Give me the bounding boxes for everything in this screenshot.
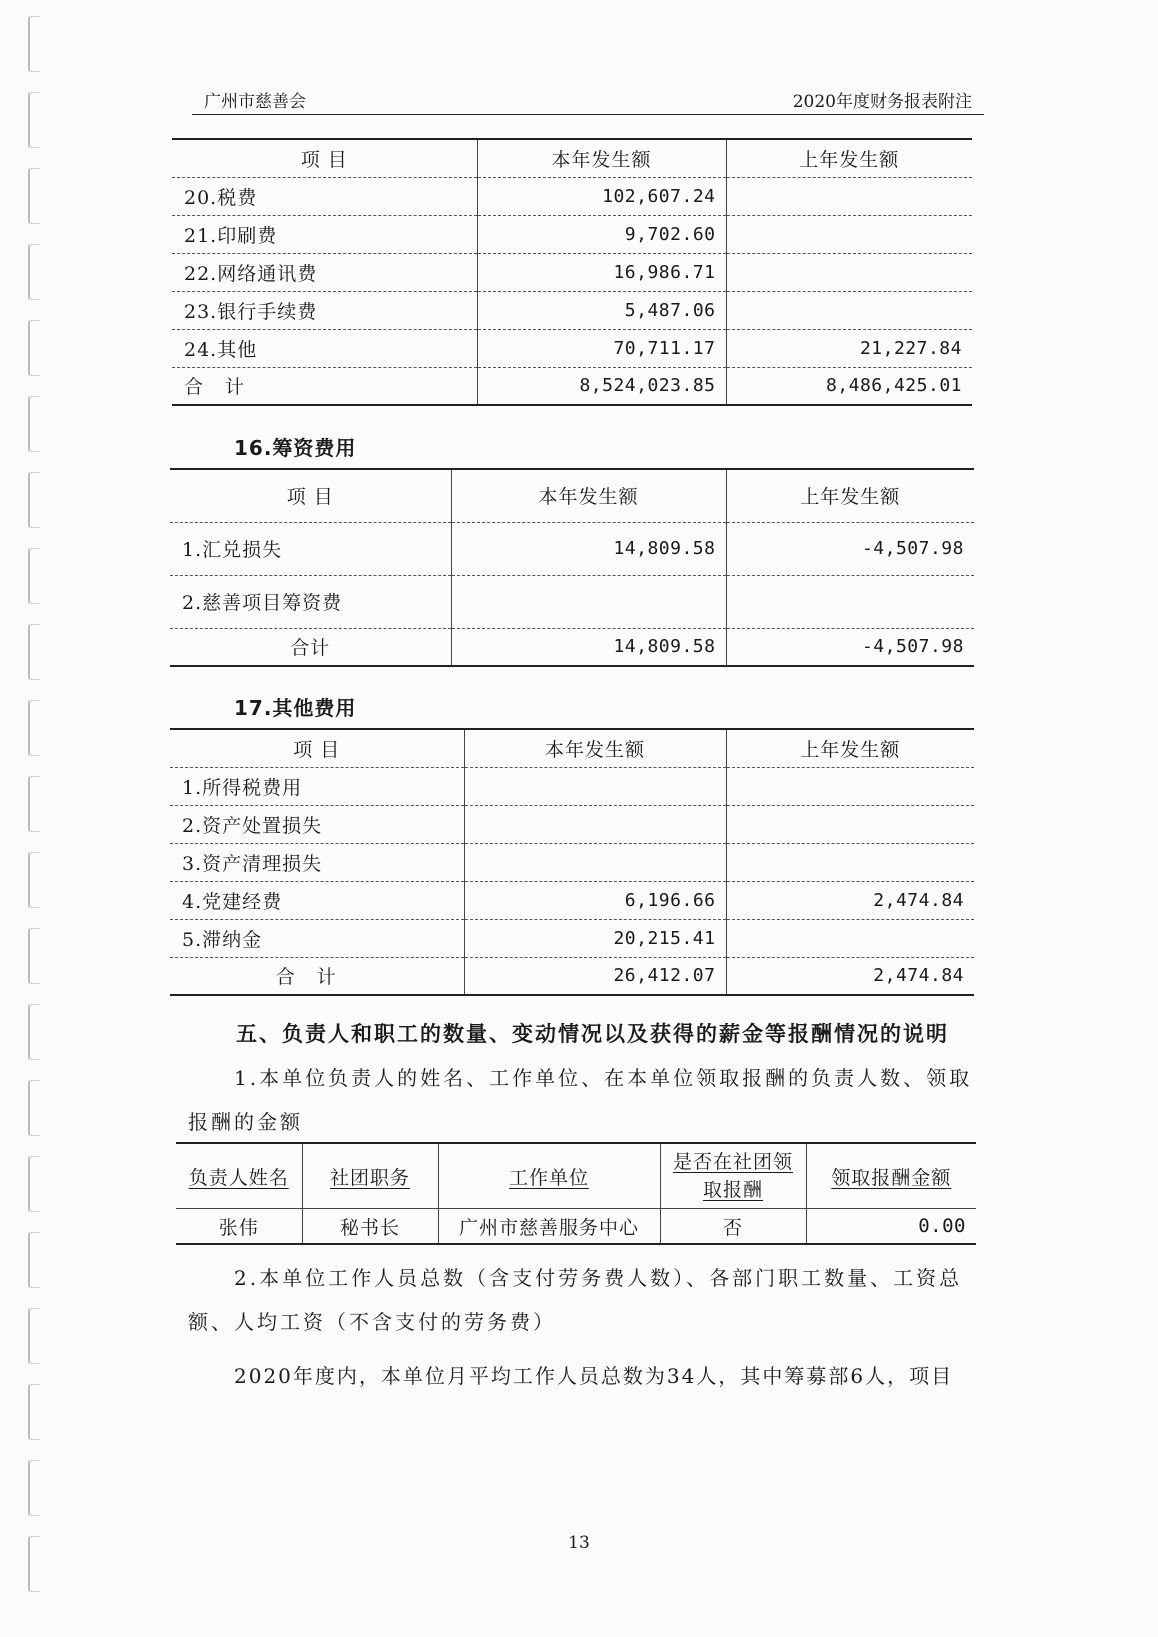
table-row bbox=[172, 253, 972, 291]
row-label: 1.汇兑损失 bbox=[170, 522, 451, 575]
row-current bbox=[451, 575, 726, 628]
row-label: 5.滞纳金 bbox=[170, 919, 464, 957]
header-org: 广州市慈善会 bbox=[204, 92, 306, 112]
table-row bbox=[170, 881, 974, 919]
total-label: 合计 bbox=[170, 957, 464, 995]
table-header-row bbox=[172, 139, 972, 177]
col-header-item: 项 目 bbox=[170, 469, 451, 522]
total-label: 合计 bbox=[172, 367, 477, 405]
row-prior bbox=[726, 919, 974, 957]
person-pay-amount: 0.00 bbox=[918, 1215, 966, 1237]
table-total-row bbox=[170, 957, 974, 995]
table-header-row bbox=[176, 1143, 976, 1209]
col-header-item: 项 目 bbox=[172, 139, 477, 177]
table-total-row bbox=[172, 367, 972, 405]
row-current: 14,809.58 bbox=[451, 522, 726, 575]
row-label: 2.慈善项目筹资费 bbox=[170, 575, 451, 628]
row-prior bbox=[726, 805, 974, 843]
person-paid-flag: 否 bbox=[660, 1209, 806, 1245]
row-label: 21.印刷费 bbox=[172, 215, 477, 253]
paragraph-3: 2020年度内，本单位月平均工作人员总数为34人，其中筹募部6人，项目 bbox=[234, 1364, 954, 1388]
table-total-row bbox=[170, 628, 974, 666]
table-row bbox=[170, 767, 974, 805]
col-header-prior: 上年发生额 bbox=[726, 729, 974, 767]
expense-table-continued bbox=[172, 138, 972, 406]
row-prior bbox=[726, 767, 974, 805]
total-prior: 2,474.84 bbox=[873, 965, 964, 987]
row-prior bbox=[726, 177, 972, 215]
row-label: 2.资产处置损失 bbox=[170, 805, 464, 843]
responsible-person-table bbox=[176, 1142, 976, 1245]
col-header-current: 本年发生额 bbox=[451, 469, 726, 522]
table-row bbox=[172, 291, 972, 329]
table-row bbox=[176, 1209, 976, 1245]
total-current: 14,809.58 bbox=[451, 628, 726, 666]
section-17-title: 17.其他费用 bbox=[234, 696, 357, 720]
row-prior: -4,507.98 bbox=[726, 522, 974, 575]
section-16-title: 16.筹资费用 bbox=[234, 436, 357, 460]
row-label: 23.银行手续费 bbox=[172, 291, 477, 329]
section-5-heading: 五、负责人和职工的数量、变动情况以及获得的薪金等报酬情况的说明 bbox=[236, 1021, 949, 1046]
table-row bbox=[172, 329, 972, 367]
row-prior bbox=[726, 215, 972, 253]
table-row bbox=[170, 522, 974, 575]
col-header-prior: 上年发生额 bbox=[726, 469, 974, 522]
paragraph-1: 1.本单位负责人的姓名、工作单位、在本单位领取报酬的负责人数、领取报酬的金额 bbox=[188, 1066, 973, 1134]
person-work-unit: 广州市慈善服务中心 bbox=[438, 1209, 660, 1245]
col-header-current: 本年发生额 bbox=[464, 729, 726, 767]
row-prior: 2,474.84 bbox=[726, 881, 974, 919]
table-row bbox=[170, 575, 974, 628]
total-prior: 8,486,425.01 bbox=[825, 375, 962, 397]
row-current bbox=[464, 805, 726, 843]
total-label: 合计 bbox=[170, 628, 451, 666]
row-prior bbox=[726, 291, 972, 329]
col-header-paid-flag: 是否在社团领取报酬 bbox=[660, 1143, 806, 1209]
table-header-row bbox=[170, 729, 974, 767]
col-header-work-unit: 工作单位 bbox=[438, 1143, 660, 1209]
row-current: 9,702.60 bbox=[477, 215, 726, 253]
row-current bbox=[464, 843, 726, 881]
col-header-item: 项 目 bbox=[170, 729, 464, 767]
paragraph-2: 2.本单位工作人员总数（含支付劳务费人数）、各部门职工数量、工资总额、人均工资（不含支付的劳务费） bbox=[188, 1266, 963, 1334]
row-current: 6,196.66 bbox=[464, 881, 726, 919]
row-label: 3.资产清理损失 bbox=[170, 843, 464, 881]
row-current: 70,711.17 bbox=[477, 329, 726, 367]
row-current bbox=[464, 767, 726, 805]
row-label: 20.税费 bbox=[172, 177, 477, 215]
total-prior: -4,507.98 bbox=[861, 636, 964, 658]
table-row bbox=[170, 919, 974, 957]
total-current: 26,412.07 bbox=[464, 957, 726, 995]
row-current: 102,607.24 bbox=[477, 177, 726, 215]
table-row bbox=[172, 177, 972, 215]
col-header-pay-amount: 领取报酬金额 bbox=[806, 1143, 976, 1209]
col-header-current: 本年发生额 bbox=[477, 139, 726, 177]
row-prior bbox=[726, 575, 974, 628]
row-current: 5,487.06 bbox=[477, 291, 726, 329]
table-row bbox=[170, 805, 974, 843]
header-doc-title: 2020年度财务报表附注 bbox=[792, 92, 972, 112]
total-current: 8,524,023.85 bbox=[477, 367, 726, 405]
table-header-row bbox=[170, 469, 974, 522]
person-position: 秘书长 bbox=[302, 1209, 438, 1245]
col-header-position: 社团职务 bbox=[302, 1143, 438, 1209]
page-number: 13 bbox=[568, 1533, 590, 1553]
financing-expense-table bbox=[170, 468, 974, 667]
row-label: 1.所得税费用 bbox=[170, 767, 464, 805]
row-label: 22.网络通讯费 bbox=[172, 253, 477, 291]
row-current: 20,215.41 bbox=[464, 919, 726, 957]
row-prior: 21,227.84 bbox=[726, 329, 972, 367]
col-header-prior: 上年发生额 bbox=[726, 139, 972, 177]
row-prior bbox=[726, 253, 972, 291]
table-row bbox=[170, 843, 974, 881]
person-name: 张伟 bbox=[176, 1209, 302, 1245]
row-label: 4.党建经费 bbox=[170, 881, 464, 919]
row-prior bbox=[726, 843, 974, 881]
row-current: 16,986.71 bbox=[477, 253, 726, 291]
other-expense-table bbox=[170, 728, 974, 996]
table-row bbox=[172, 215, 972, 253]
page-header bbox=[192, 84, 984, 115]
col-header-name: 负责人姓名 bbox=[176, 1143, 302, 1209]
row-label: 24.其他 bbox=[172, 329, 477, 367]
